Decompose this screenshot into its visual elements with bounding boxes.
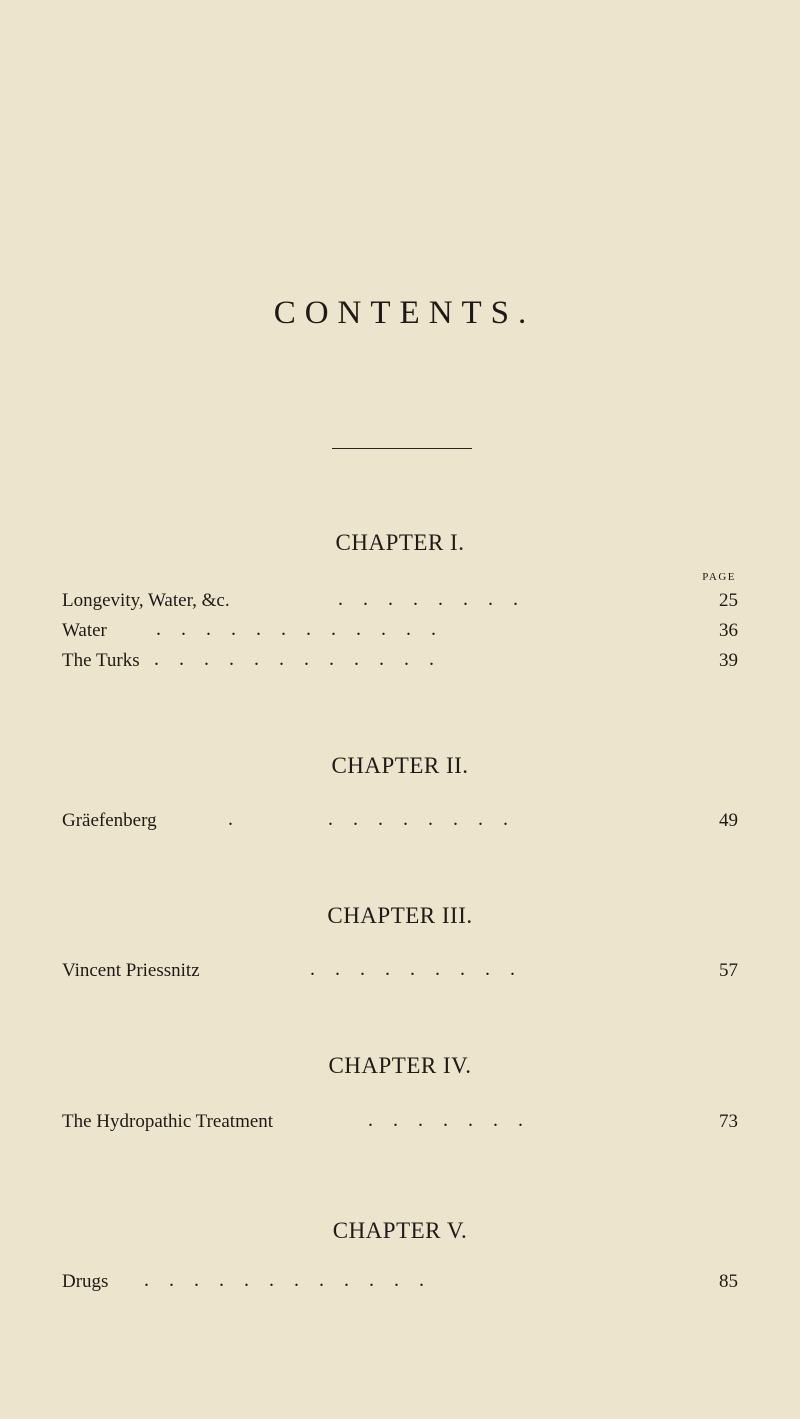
toc-entry-label: The Hydropathic Treatment [62,1111,274,1132]
toc-entry[interactable] [62,1111,738,1141]
chapter-heading-1: CHAPTER I. [335,530,465,555]
toc-entry-label: Gräefenberg [62,810,157,831]
chapter-heading-3: CHAPTER III. [327,903,473,928]
toc-entry-page: 25 [719,590,738,611]
toc-entry-label: Vincent Priessnitz [62,960,200,981]
toc-entry-page: 57 [719,960,738,981]
title-divider [332,448,472,449]
toc-entry[interactable] [62,620,738,650]
toc-entry-label: Drugs [62,1271,109,1292]
dot-leader: . . . . . . . . . [310,958,515,980]
toc-entry[interactable] [62,1271,738,1301]
toc-entry-page: 73 [719,1111,738,1132]
toc-entry[interactable] [62,650,738,680]
contents-title: CONTENTS. [273,295,536,331]
chapter-heading-2: CHAPTER II. [331,753,469,778]
dot-leader: . . . . . . . . . . . . [144,1269,424,1291]
toc-entry[interactable] [62,960,738,990]
toc-entry[interactable] [62,590,738,620]
dot-leader: . . . . . . . . [338,588,518,610]
toc-entry-page: 36 [719,620,738,641]
toc-entry-page: 49 [719,810,738,831]
toc-entry-label: The Turks [62,650,140,671]
dot-leader: . . . . . . . . . . . . [154,648,434,670]
toc-entry-label: Water [62,620,107,641]
toc-entry[interactable] [62,810,738,840]
toc-entry-label: Longevity, Water, &c. [62,590,230,611]
chapter-heading-5: CHAPTER V. [332,1218,468,1243]
page-column-heading: PAGE [702,571,736,583]
dot-leader: . . . . . . . [368,1109,523,1131]
chapter-heading-4: CHAPTER IV. [328,1053,472,1078]
dot-leader: . . . . . . . . . . . . [156,618,436,640]
toc-entry-page: 39 [719,650,738,671]
dot-leader: . . . . . . . . . [228,808,508,830]
toc-entry-page: 85 [719,1271,738,1292]
